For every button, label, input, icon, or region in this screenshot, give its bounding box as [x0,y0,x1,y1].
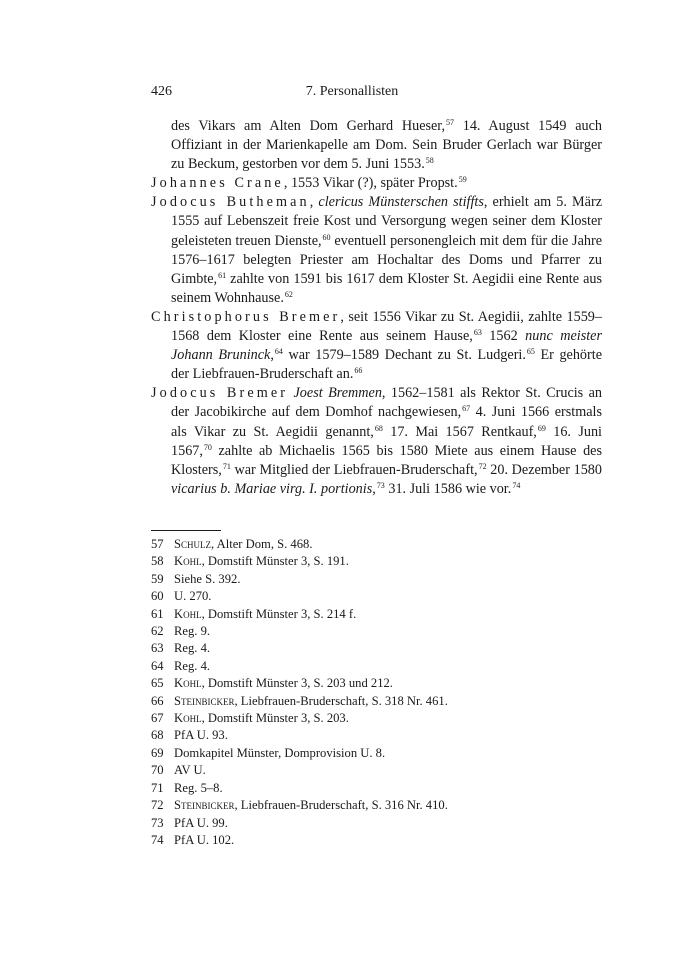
footnote-text: Siehe S. 392. [174,571,241,586]
footnote-author: Kohl [174,711,202,726]
footnote-item [151,727,591,744]
footnote-item [151,815,591,832]
person-name: Jodocus Butheman [151,194,310,211]
footnote-ref: 67 [462,404,471,414]
footnote-text: , Domstift Münster 3, S. 191. [201,554,349,569]
entry-text: Er gehörte der Liebfrauen-Bruderschaft an. [171,347,602,383]
footnote-item [151,640,591,657]
footnote-ref: 57 [446,118,455,127]
footnote-number: 60 [151,589,164,604]
footnote-ref: 71 [222,461,231,471]
footnote-text: AV U. [174,763,206,778]
footnote-author: Schulz [174,537,212,551]
footnote-number: 64 [151,658,164,673]
entry-text: 16. Juni 1567, [171,423,602,459]
entry-text: 20. Dezember 1580 [486,461,602,478]
entry-text: 1562 [481,328,526,345]
footnote-ref: 59 [458,175,467,185]
footnote-ref: 72 [478,461,487,471]
footnote-number: 74 [151,832,164,847]
footnote-item [151,780,591,797]
entry-text: 4. Juni 1566 erstmals als Vikar zu St. Aegidii genannt, [171,404,602,440]
footnote-ref: 65 [526,347,535,357]
entry-text: , 1553 Vikar (?), später Propst. [283,175,458,192]
footnote-number: 68 [151,728,164,743]
footnote-number: 66 [151,693,164,708]
entry-text: zahlte ab Michaelis 1565 bis 1580 Miete aus einem Hause des Klosters, [171,442,602,478]
italic-quote: clericus Münsterschen stiffts [318,194,484,211]
footnote-item [151,553,591,570]
footnote-author: Steinbicker [174,798,235,813]
page-number: 426 [151,84,172,99]
footnote-ref: 66 [354,366,363,376]
footnote-author: Kohl [174,676,202,691]
footnote-item [151,797,591,814]
footnote-text: PfA U. 93. [174,728,228,743]
footnote-item [151,762,591,779]
footnote-number: 59 [151,571,164,586]
footnote-item [151,658,591,675]
footnote-item [151,623,591,640]
footnote-text: Domkapitel Münster, Domprovision U. 8. [174,745,386,760]
entry-text: eventuell personengleich mit dem für die Jahre 1576–1617 belegten Priester am Hochaltar des Doms und Pfarrer zu Gimbte, [171,232,602,287]
footnote-ref: 64 [274,347,283,357]
footnotes [151,536,591,849]
person-entry [151,308,602,384]
footnote-item [151,588,591,605]
footnote-ref: 60 [322,232,331,242]
footnote-text: Reg. 5–8. [174,780,223,795]
footnote-item [151,571,591,588]
entry-text: , erhielt am 5. März 1555 auf Lebenszeit freie Kost und Versorgung wegen seiner dem Kloster geleisteten treuen Dienste, [171,194,602,249]
entry-continuation [151,117,602,174]
footnote-item [151,710,591,727]
entry-text: , seit 1556 Vikar zu St. Aegidii, zahlte 1559–1568 dem Kloster eine Rente aus seinem Hause, [171,308,602,345]
footnote-item [151,675,591,692]
running-head: 7. Personallisten [305,84,399,99]
italic-quote: vicarius b. Mariae virg. I. portionis [171,480,373,497]
entry-text: , [270,347,274,364]
entry-text: zahlte von 1591 bis 1617 dem Kloster St. Aegidii eine Rente aus seinem Wohnhause. [171,270,602,306]
person-name: Johannes Crane [151,175,284,192]
footnote-ref: 58 [425,156,434,166]
footnote-number: 73 [151,815,164,830]
person-entries [151,117,602,499]
page-header [151,84,553,104]
entry-text: , [309,194,319,211]
footnote-number: 57 [151,537,164,551]
footnote-number: 65 [151,676,164,691]
footnote-number: 61 [151,606,164,621]
person-entry [151,174,602,193]
entry-text: war 1579–1589 Dechant zu St. Ludgeri. [282,347,526,364]
entry-text: des Vikars am Alten Dom Gerhard Hueser, [171,118,446,134]
entry-text: , 1562–1581 als Rektor St. Crucis an der Jacobikirche auf dem Domhof nachgewiesen, [171,385,603,421]
footnote-text: , Domstift Münster 3, S. 203. [201,711,349,726]
footnote-text: , Liebfrauen-Bruderschaft, S. 316 Nr. 410. [234,798,448,813]
entry-text: 17. Mai 1567 Rentkauf, [382,423,537,440]
footnote-item [151,745,591,762]
footnote-text: Reg. 9. [174,624,211,639]
footnote-item [151,693,591,710]
footnote-author: Steinbicker [174,693,235,708]
footnote-ref: 73 [376,480,385,490]
footnote-ref: 68 [374,423,383,433]
footnote-text: PfA U. 99. [174,815,228,830]
footnote-item [151,536,591,553]
footnote-text: Reg. 4. [174,641,211,656]
footnote-number: 62 [151,624,164,639]
footnote-number: 71 [151,780,164,795]
footnote-number: 63 [151,641,164,656]
person-name: Christophorus Bremer [151,308,341,325]
footnote-text: , Liebfrauen-Bruderschaft, S. 318 Nr. 461. [234,693,448,708]
footnote-text: U. 270. [174,589,212,604]
italic-quote: nunc meister Johann Bruninck [171,328,603,364]
entry-text: 31. Juli 1586 wie vor. [384,480,512,497]
footnote-author: Kohl [174,606,202,621]
footnote-ref: 62 [284,289,293,299]
footnote-number: 70 [151,763,164,778]
footnote-author: Kohl [174,554,202,569]
footnote-text: PfA U. 102. [174,832,235,847]
footnote-number: 58 [151,554,164,569]
footnote-number: 67 [151,711,164,726]
person-entry [151,384,602,499]
footnote-ref: 74 [512,480,521,490]
footnote-number: 72 [151,798,164,813]
footnote-ref: 69 [537,423,546,433]
footnote-ref: 70 [203,442,212,452]
footnote-item [151,606,591,623]
footnote-ref: 63 [473,328,482,338]
italic-quote: Joest Bremmen [293,385,382,402]
entry-text: , [372,480,376,497]
entry-text: 14. August 1549 auch Offiziant in der Marienkapelle am Dom. Sein Bruder Gerlach war Bürger zu Beckum, gestorben vor dem 5. Juni 1553. [171,118,602,173]
footnote-text: Reg. 4. [174,658,211,673]
footnote-number: 69 [151,745,164,760]
person-name: Jodocus Bremer [151,385,289,402]
person-entry [151,193,602,308]
entry-text: war Mitglied der Liebfrauen-Bruderschaft, [230,461,478,478]
footnote-item [151,832,591,849]
footnote-text: , Domstift Münster 3, S. 214 f. [201,606,357,621]
footnote-text: , Domstift Münster 3, S. 203 und 212. [201,676,393,691]
footnote-text: , Alter Dom, S. 468. [211,537,313,551]
footnote-ref: 61 [218,270,227,280]
footnote-rule [151,530,221,531]
